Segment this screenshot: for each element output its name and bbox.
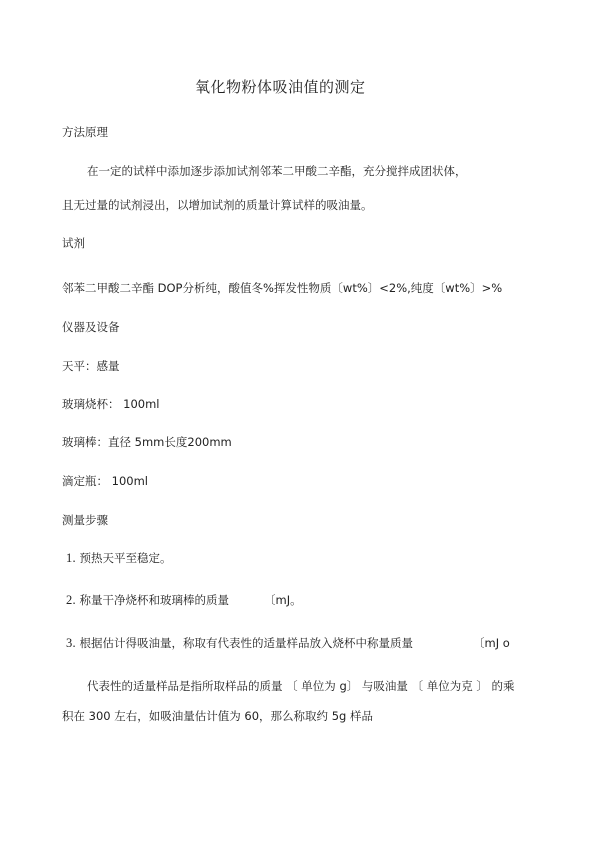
step-text: . 预热天平至稳定。 — [72, 551, 172, 565]
step-number: 2 — [66, 593, 73, 607]
page-title: 氧化物粉体吸油值的测定 — [195, 78, 366, 96]
step-3 — [66, 636, 413, 650]
equipment-balance: 天平：感量 — [62, 359, 120, 373]
reagent-line: 邻苯二甲酸二辛酯 DOP分析纯，酸值冬%挥发性物质〔wt%〕<2%,纯度〔wt%〕>% — [62, 281, 503, 295]
step-2-tail: 〔mJ。 — [264, 593, 302, 607]
equipment-heading: 仪器及设备 — [62, 320, 120, 334]
step-3-tail: 〔mJ o — [473, 636, 510, 650]
reagent-heading: 试剂 — [62, 236, 85, 250]
note-line-2: 积在 300 左右，如吸油量估计值为 60，那么称取约 5g 样品 — [62, 709, 373, 723]
equipment-beaker: 玻璃烧杯： 100ml — [62, 397, 160, 411]
principle-line-1: 在一定的试样中添加逐步添加试剂邻苯二甲酸二辛酯，充分搅拌成团状体， — [87, 164, 467, 178]
note-line-1: 代表性的适量样品是指所取样品的质量 〔 单位为 g〕 与吸油量 〔 单位为克 〕 的乘 — [87, 679, 515, 693]
principle-heading: 方法原理 — [62, 125, 108, 139]
step-text: . 根据估计得吸油量，称取有代表性的适量样品放入烧杯中称量质量 — [72, 636, 414, 650]
step-number: 3 — [66, 636, 73, 650]
equipment-glass-rod: 玻璃棒：直径 5mm长度200mm — [62, 435, 232, 449]
steps-heading: 测量步骤 — [62, 513, 108, 527]
step-text: . 称量干净烧杯和玻璃棒的质量 — [72, 593, 230, 607]
step-2 — [66, 593, 229, 607]
step-number: 1 — [66, 551, 73, 565]
equipment-titration-bottle: 滴定瓶： 100ml — [62, 474, 149, 488]
principle-line-2: 且无过量的试剂浸出，以增加试剂的质量计算试样的吸油量。 — [62, 198, 373, 212]
step-1 — [66, 551, 172, 565]
